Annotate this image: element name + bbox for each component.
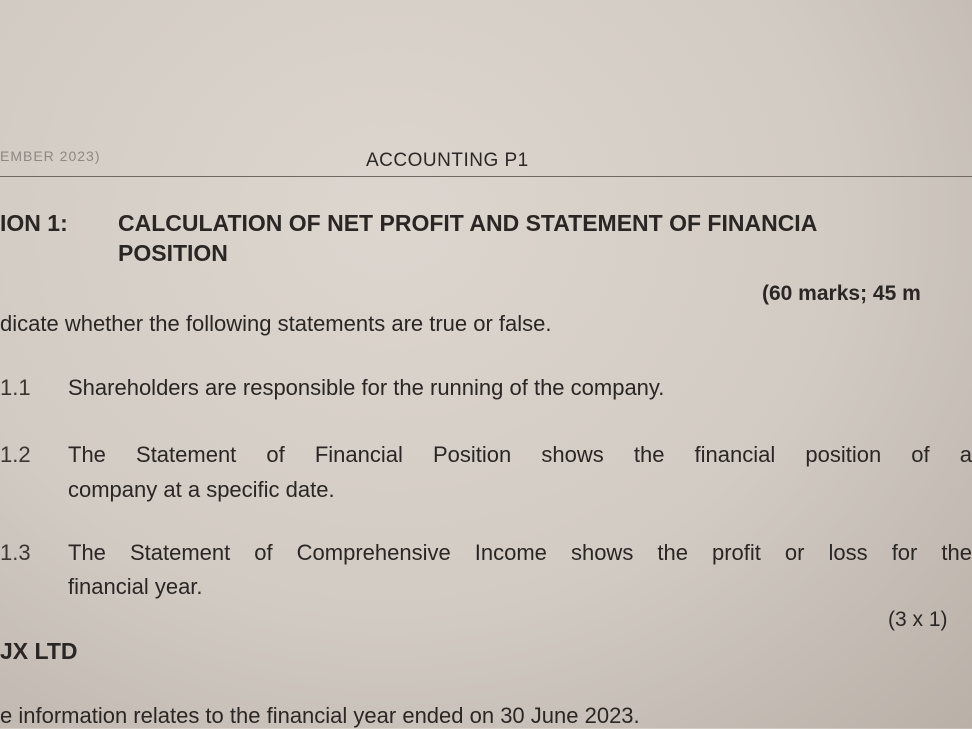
item-text-line1: The Statement of Financial Position shows the financial position of a bbox=[68, 442, 972, 467]
item-text-line2: company at a specific date. bbox=[68, 477, 335, 502]
item-text: Shareholders are responsible for the running of the company. bbox=[68, 375, 665, 400]
score-allocation: (3 x 1) bbox=[888, 608, 948, 631]
item-number: 1.1 bbox=[0, 375, 31, 400]
item-text-line2: financial year. bbox=[68, 574, 203, 599]
question-title-line1: CALCULATION OF NET PROFIT AND STATEMENT OF FINANCIA bbox=[118, 210, 818, 236]
item-number: 1.3 bbox=[0, 540, 31, 565]
question-number: ION 1: bbox=[0, 210, 68, 236]
instruction-text: dicate whether the following statements are true or false. bbox=[0, 311, 552, 336]
item-text-line1: The Statement of Comprehensive Income shows the profit or loss for the bbox=[68, 540, 972, 565]
info-text: e information relates to the financial year ended on 30 June 2023. bbox=[0, 703, 640, 728]
item-number: 1.2 bbox=[0, 442, 31, 467]
question-marks: (60 marks; 45 m bbox=[762, 282, 921, 305]
header-rule bbox=[0, 176, 972, 177]
header-subject-title: ACCOUNTING P1 bbox=[366, 150, 529, 171]
question-title-line2: POSITION bbox=[118, 240, 228, 266]
company-name: JX LTD bbox=[0, 638, 78, 664]
header-exam-date: EMBER 2023) bbox=[0, 148, 101, 164]
